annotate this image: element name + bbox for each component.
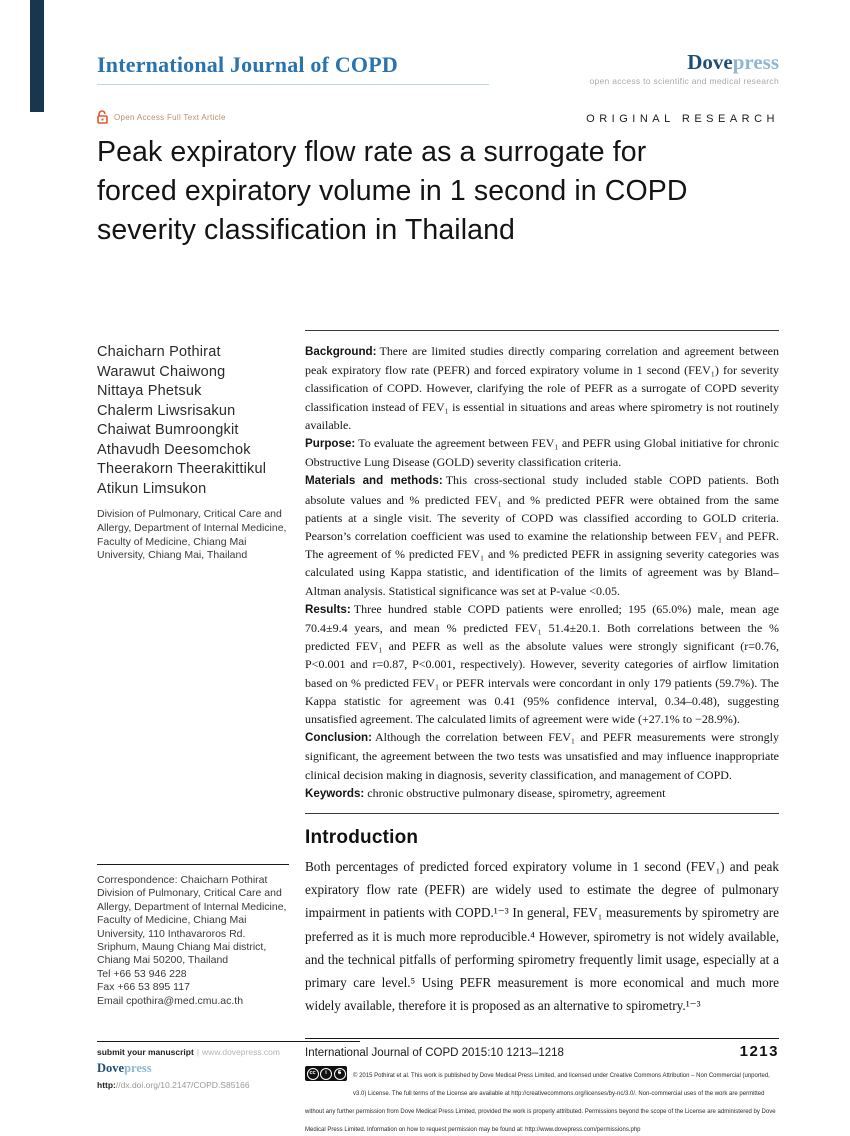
dovepress-tagline: open access to scientific and medical research bbox=[589, 76, 779, 86]
abstract-text: Three hundred stable COPD patients were enrolled; 195 (65.0%) male, mean age 70.4±9.4 years, and mean % predicted FEV₁ 51.4±20.1. Both correlations between the % predicted FEV₁ and PEFR as well as the absolute values were strongly significant (r=0.76, P<0.001 and r=0.87, P<0.001, respectively). However, severity categories of airflow limitation based on % predicted FEV₁ or PEFR intervals were concordant in only 179 patients (59.7%). The Kappa statistic for agreement was 0.41 (95% confidence interval, 0.34–0.48), suggesting unsatisfied agreement. The calculated limits of agreement were wide (+27.1% to −28.9%). bbox=[305, 601, 779, 727]
author-name: Warawut Chaiwong bbox=[97, 363, 226, 380]
footer-dove-part: Dove bbox=[97, 1061, 125, 1075]
introduction-paragraph: Both percentages of predicted forced expiratory volume in 1 second (FEV₁) and peak expiratory flow rate (PEFR) are widely used to estimate the degree of pulmonary impairment in patients with COPD.¹⁻³ In general, FEV₁ measurements by spirometry are preferred as it is much more reproducible.⁴ However, spirometry is not widely available, and the technical pitfalls of performing spirometry frequently limit usage, especially at a primary care level.⁵ Using PEFR measurement is more economical and much more widely available, therefore it is proposed as an alternative to spirometry.¹⁻³ bbox=[305, 859, 779, 1014]
abstract-section-background bbox=[305, 342, 779, 434]
affiliation: Division of Pulmonary, Critical Care and Allergy, Department of Internal Medicine, Faculty of Medicine, Chiang Mai University, Chiang Mai, Thailand bbox=[97, 508, 287, 562]
license-block bbox=[305, 1064, 779, 1136]
author-name: Chaiwat Bumroongkit bbox=[97, 422, 239, 438]
noncommercial-icon: $ bbox=[334, 1068, 346, 1080]
open-access-lock-icon bbox=[97, 110, 108, 124]
article-title-line-3: severity classification in Thailand bbox=[97, 214, 516, 246]
open-access-label[interactable]: Open Access Full Text Article bbox=[114, 112, 226, 122]
abstract-section-conclusion bbox=[305, 728, 779, 784]
creative-commons-badge[interactable] bbox=[305, 1066, 347, 1081]
page-number: 1213 bbox=[739, 1043, 779, 1060]
abstract-text: Although the correlation between FEV₁ and PEFR measurements were strongly significant, the agreement between the two tests was unsatisfied and may influence inappropriate clinical decision making in diagnosis, severity classification, and management of COPD. bbox=[305, 730, 779, 782]
correspondence-tel: Tel +66 53 946 228 bbox=[97, 967, 187, 980]
abstract-label: Purpose: bbox=[305, 437, 356, 451]
abstract-section-purpose bbox=[305, 434, 779, 471]
license-text: © 2015 Pothirat et al. This work is published by Dove Medical Press Limited, and licensed under Creative Commons Attribution – Non Commercial (unported, v3.0) License. The full terms of the License are available at http://creativecommons.org/licenses/by-nc/3.0/. Non-commercial uses of the work are permitted without any further permission from Dove Medical Press Limited, provided the work is properly attributed. Permissions beyond the scope of the License are administered by Dove Medical Press Limited. Information on how to request permission may be found at: http://www.dovepress.com/permissions.php bbox=[305, 1073, 776, 1133]
journal-logo: International Journal of COPD bbox=[97, 52, 489, 85]
footer-separator: | bbox=[196, 1047, 200, 1057]
keywords-text: chronic obstructive pulmonary disease, spirometry, agreement bbox=[367, 785, 666, 800]
attribution-icon: i bbox=[320, 1068, 332, 1080]
doi-rest: //dx.doi.org/10.2147/COPD.S85166 bbox=[115, 1080, 250, 1090]
footer-press-part: press bbox=[124, 1061, 152, 1075]
article-title bbox=[97, 133, 797, 250]
introduction-heading: Introduction bbox=[305, 827, 419, 849]
correspondence-heading: Correspondence: Chaicharn Pothirat bbox=[97, 874, 268, 886]
keywords-label: Keywords: bbox=[305, 786, 365, 800]
article-type-label: ORIGINAL RESEARCH bbox=[586, 113, 779, 125]
dovepress-logo bbox=[589, 52, 779, 86]
correspondence-email[interactable]: Email cpothira@med.cmu.ac.th bbox=[97, 994, 244, 1007]
page-corner-bar bbox=[30, 0, 44, 112]
correspondence-fax: Fax +66 53 895 117 bbox=[97, 981, 190, 994]
dovepress-url-link[interactable]: www.dovepress.com bbox=[202, 1047, 280, 1057]
section-divider bbox=[305, 813, 779, 814]
main-column bbox=[305, 330, 779, 1018]
author-name: Theerakorn Theerakittikul bbox=[97, 461, 267, 477]
submit-manuscript-label: submit your manuscript bbox=[97, 1047, 194, 1057]
abstract-label: Results: bbox=[305, 602, 351, 616]
abstract-text: There are limited studies directly comparing correlation and agreement between peak expiratory flow rate (PEFR) and forced expiratory volume in 1 second (FEV₁) for severity classification of COPD. However, clarifying the role of PEFR as a surrogate of COPD severity classification instead of FEV₁ is essential in situations and areas where spirometry is not routinely available. bbox=[305, 344, 779, 432]
masthead bbox=[97, 52, 779, 86]
author-name: Chaicharn Pothirat bbox=[97, 344, 221, 360]
dovepress-logo-press: press bbox=[732, 50, 779, 74]
article-title-line-1: Peak expiratory flow rate as a surrogate for bbox=[97, 136, 647, 168]
abstract bbox=[305, 330, 779, 803]
cc-icon: cc bbox=[307, 1068, 319, 1080]
author-name: Athavudh Deesomchok bbox=[97, 441, 251, 458]
author-name: Atikun Limsukon bbox=[97, 480, 207, 497]
abstract-section-results bbox=[305, 600, 779, 728]
abstract-label: Materials and methods: bbox=[305, 474, 443, 488]
dovepress-logo-dove: Dove bbox=[687, 50, 733, 74]
article-title-line-2: forced expiratory volume in 1 second in COPD bbox=[97, 175, 688, 207]
authors-list bbox=[97, 343, 297, 499]
abstract-label: Background: bbox=[305, 345, 377, 358]
abstract-section-methods bbox=[305, 471, 779, 599]
open-access-row bbox=[97, 110, 226, 124]
author-name: Nittaya Phetsuk bbox=[97, 383, 202, 399]
footer-right bbox=[305, 1038, 779, 1136]
journal-citation: International Journal of COPD 2015:10 1213–1218 bbox=[305, 1047, 564, 1059]
abstract-text: This cross-sectional study included stable COPD patients. Both absolute values and % predicted FEV₁ and % predicted PEFR were obtained from the same patients at a single visit. The severity of COPD was classified according to GOLD criteria. Pearson’s correlation coefficient was used to examine the relationship between FEV₁ and PEFR. The agreement of % predicted FEV₁ and % predicted PEFR in assigning severity categories was calculated using Kappa statistic, and identification of the limits of agreement was by Bland–Altman analysis. Statistical significance was set at P-value <0.05. bbox=[305, 473, 779, 598]
author-name: Chalerm Liwsrisakun bbox=[97, 402, 236, 419]
abstract-label: Conclusion: bbox=[305, 731, 372, 745]
abstract-text: To evaluate the agreement between FEV₁ and PEFR using Global initiative for chronic Obstructive Lung Disease (GOLD) severity classification criteria. bbox=[305, 436, 779, 470]
abstract-keywords bbox=[305, 784, 779, 803]
correspondence-block bbox=[97, 864, 289, 1008]
correspondence-address: Division of Pulmonary, Critical Care and Allergy, Department of Internal Medicine, Faculty of Medicine, Chiang Mai University, 110 Inthavaroros Rd. Sriphum, Maung Chiang Mai district, Chiang Mai 50200, Thailand bbox=[97, 887, 287, 967]
doi-prefix: http: bbox=[97, 1080, 116, 1090]
